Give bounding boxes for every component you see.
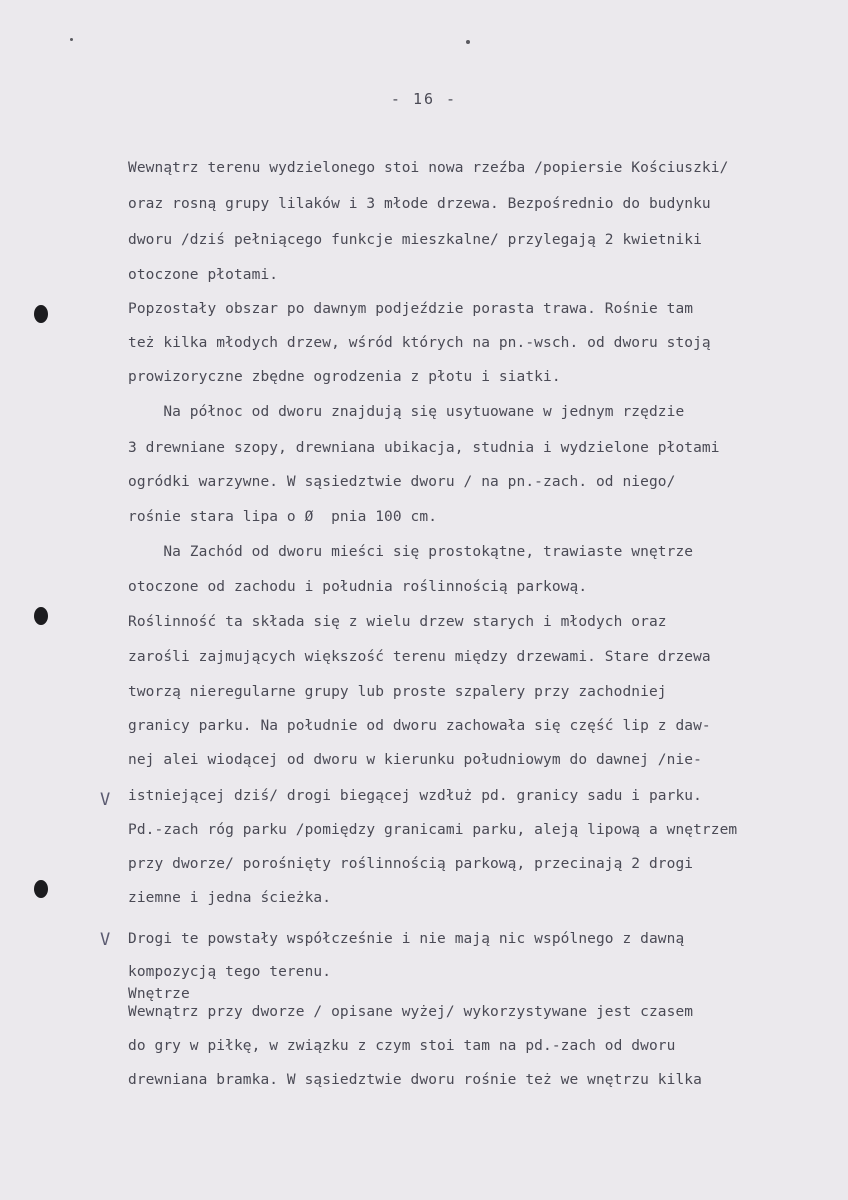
text-line: oraz rosną grupy lilaków i 3 młode drzewa. Bezpośrednio do budynku <box>128 196 711 212</box>
punch-hole <box>34 305 48 323</box>
text-line: do gry w piłkę, w związku z czym stoi tam na pd.-zach od dworu <box>128 1038 676 1054</box>
text-line: istniejącej dziś/ drogi biegącej wzdłuż pd. granicy sadu i parku. <box>128 788 702 804</box>
punch-hole <box>34 607 48 625</box>
text-line: Wewnątrz przy dworze / opisane wyżej/ wykorzystywane jest czasem <box>128 1004 694 1020</box>
text-line: ogródki warzywne. W sąsiedztwie dworu / na pn.-zach. od niego/ <box>128 474 676 490</box>
text-line: też kilka młodych drzew, wśród których na pn.-wsch. od dworu stoją <box>128 335 711 351</box>
text-line: granicy parku. Na południe od dworu zachowała się część lip z daw- <box>128 718 711 734</box>
ink-speck <box>70 38 73 41</box>
text-line: ziemne i jedna ścieżka. <box>128 890 332 906</box>
text-line: otoczone od zachodu i południa roślinnością parkową. <box>128 579 588 595</box>
ink-speck <box>466 40 470 44</box>
text-line: dworu /dziś pełniącego funkcje mieszkalne/ przylegają 2 kwietniki <box>128 232 702 248</box>
text-line: nej alei wiodącej od dworu w kierunku południowym do dawnej /nie- <box>128 752 702 768</box>
text-line: Wewnątrz terenu wydzielonego stoi nowa rzeźba /popiersie Kościuszki/ <box>128 160 729 176</box>
text-line: Na Zachód od dworu mieści się prostokątne, trawiaste wnętrze <box>128 544 694 560</box>
text-line: Drogi te powstały współcześnie i nie mają nic wspólnego z dawną <box>128 931 685 947</box>
text-line: Roślinność ta składa się z wielu drzew starych i młodych oraz <box>128 614 667 630</box>
margin-check-mark: V <box>100 930 111 950</box>
text-line: Popzostały obszar po dawnym podjeździe porasta trawa. Rośnie tam <box>128 301 694 317</box>
punch-hole <box>34 880 48 898</box>
page-number: - 16 - <box>390 90 458 108</box>
text-line: drewniana bramka. W sąsiedztwie dworu rośnie też we wnętrzu kilka <box>128 1072 702 1088</box>
text-line-correction: Wnętrze <box>128 986 190 1002</box>
text-line: Na północ od dworu znajdują się usytuowane w jednym rzędzie <box>128 404 685 420</box>
text-line: prowizoryczne zbędne ogrodzenia z płotu i siatki. <box>128 369 561 385</box>
text-line: otoczone płotami. <box>128 267 279 283</box>
text-line: kompozycją tego terenu. <box>128 964 332 980</box>
text-line: tworzą nieregularne grupy lub proste szpalery przy zachodniej <box>128 684 667 700</box>
text-line: rośnie stara lipa o Ø pnia 100 cm. <box>128 509 438 525</box>
text-line: zarośli zajmujących większość terenu między drzewami. Stare drzewa <box>128 649 711 665</box>
text-line: 3 drewniane szopy, drewniana ubikacja, studnia i wydzielone płotami <box>128 440 720 456</box>
text-line: Pd.-zach róg parku /pomiędzy granicami parku, aleją lipową a wnętrzem <box>128 822 738 838</box>
text-line: przy dworze/ porośnięty roślinnością parkową, przecinają 2 drogi <box>128 856 694 872</box>
margin-check-mark: V <box>100 790 111 810</box>
